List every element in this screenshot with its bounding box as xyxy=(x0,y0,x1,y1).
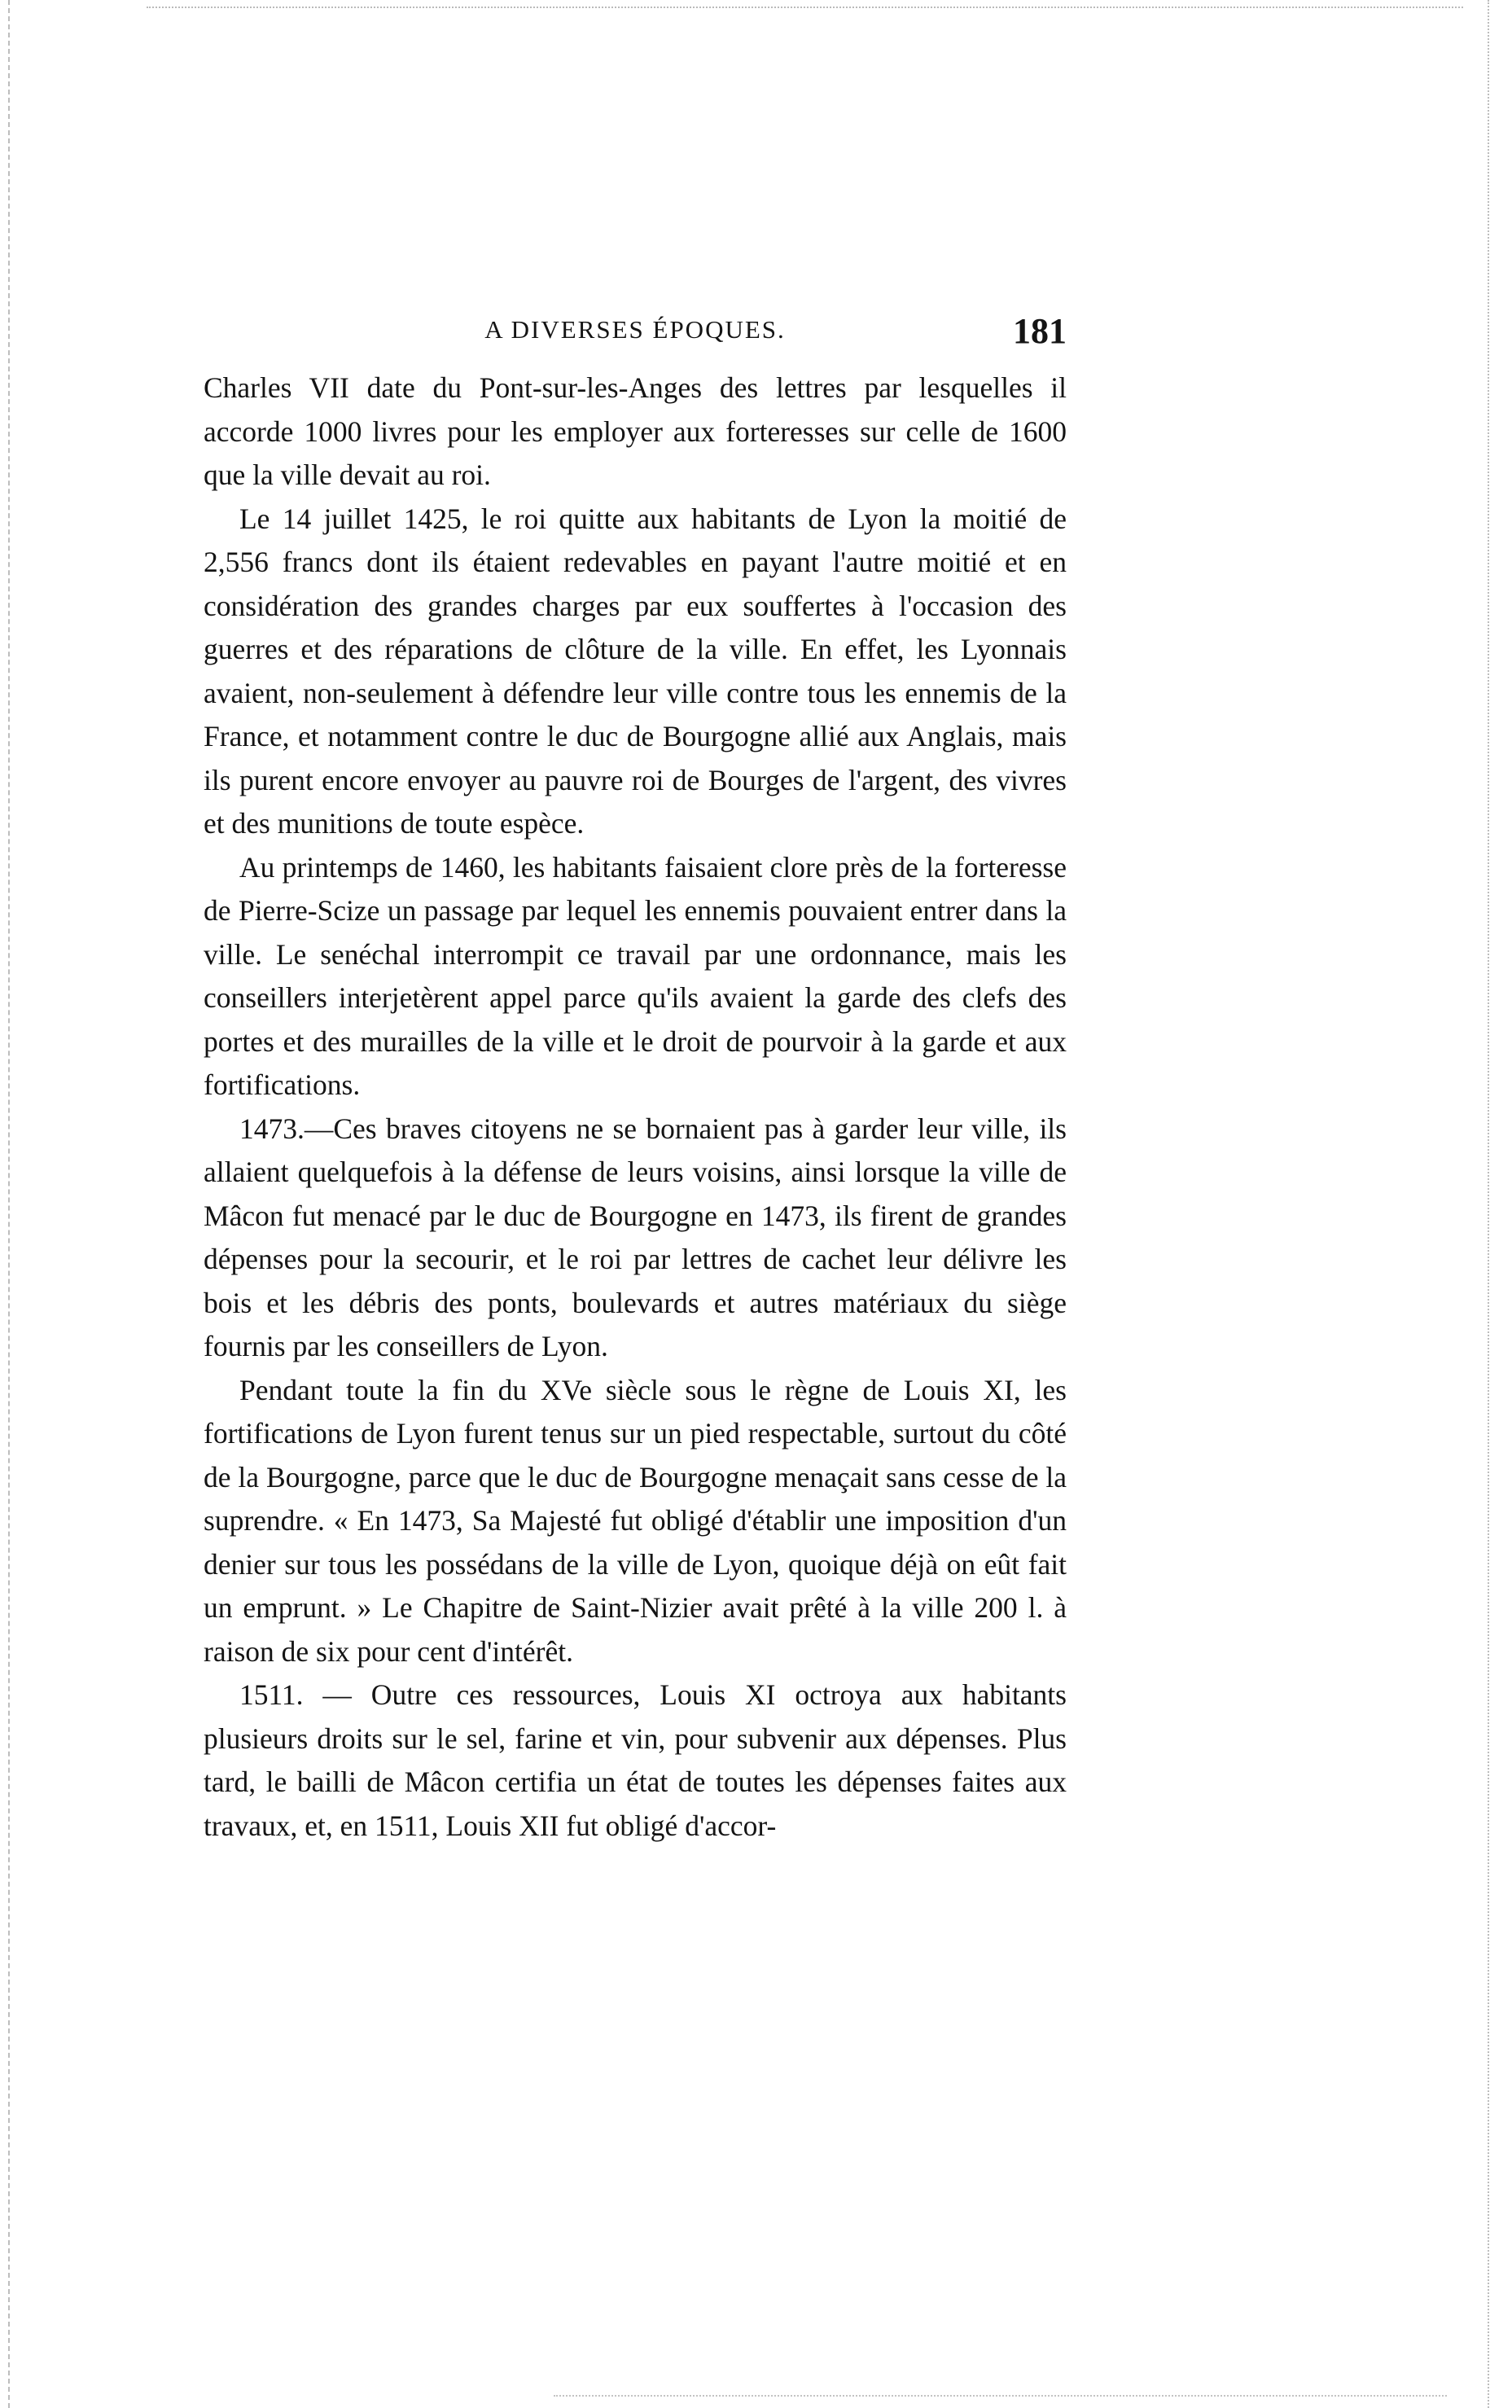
paragraph: Charles VII date du Pont-sur-les-Anges des lettres par lesquelles il accorde 1000 livres pour les employer aux forteresses sur celle de 1600 que la ville devait au roi. xyxy=(204,371,1067,491)
scan-edge-bottom xyxy=(554,2395,1447,2397)
paragraph: Au printemps de 1460, les habitants faisaient clore près de la forteresse de Pierre-Scize un passage par lequel les ennemis pouvaient entrer dans la ville. Le senéchal interrompit ce travail par une ordonnance, mais les conseillers interjetèrent appel parce qu'ils avaient la garde des clefs des portes et des murailles de la ville et le droit de pourvoir à la garde et aux fortifications. xyxy=(204,850,1067,1101)
paragraph: Le 14 juillet 1425, le roi quitte aux habitants de Lyon la moitié de 2,556 francs dont ils étaient redevables en payant l'autre moitié et en considération des grandes charges par eux souffertes à l'occasion des guerres et des réparations de clôture de la ville. En effet, les Lyonnais avaient, non-seulement à défendre leur ville contre tous les ennemis de la France, et notamment contre le duc de Bourgogne allié aux Anglais, mais ils purent encore envoyer au pauvre roi de Bourges de l'argent, des vivres et des munitions de toute espèce. xyxy=(204,502,1067,840)
scan-edge-left xyxy=(8,0,12,2408)
scan-edge-top xyxy=(147,7,1463,8)
paragraph: 1511. — Outre ces ressources, Louis XI octroya aux habitants plusieurs droits sur le sel, farine et vin, pour subvenir aux dépenses. Plus tard, le bailli de Mâcon certifia un état de toutes les dépenses faites aux travaux, et, en 1511, Louis XII fut obligé d'accor- xyxy=(204,1678,1067,1842)
scan-edge-right xyxy=(1485,0,1489,2408)
page-number: 181 xyxy=(1013,311,1067,351)
paragraph: 1473.—Ces braves citoyens ne se bornaient pas à garder leur ville, ils allaient quelquefois à la défense de leurs voisins, ainsi lorsque la ville de Mâcon fut menacé par le duc de Bourgogne en 1473, ils firent de grandes dépenses pour la secourir, et le roi par lettres de cachet leur délivre les bois et les débris des ponts, boulevards et autres matériaux du siège fournis par les conseillers de Lyon. xyxy=(204,1112,1067,1362)
paragraph: Pendant toute la fin du XVe siècle sous le règne de Louis XI, les fortifications de Lyon furent tenus sur un pied respectable, surtout du côté de la Bourgogne, parce que le duc de Bourgogne menaçait sans cesse de la suprendre. « En 1473, Sa Majesté fut obligé d'établir une imposition d'un denier sur tous les possédans de la ville de Lyon, quoique déjà on eût fait un emprunt. » Le Chapitre de Saint-Nizier avait prêté à la ville 200 l. à raison de six pour cent d'intérêt. xyxy=(204,1373,1067,1668)
body-text xyxy=(204,366,1067,1848)
running-title: A DIVERSES ÉPOQUES. xyxy=(484,315,786,344)
page-header xyxy=(204,310,1067,356)
